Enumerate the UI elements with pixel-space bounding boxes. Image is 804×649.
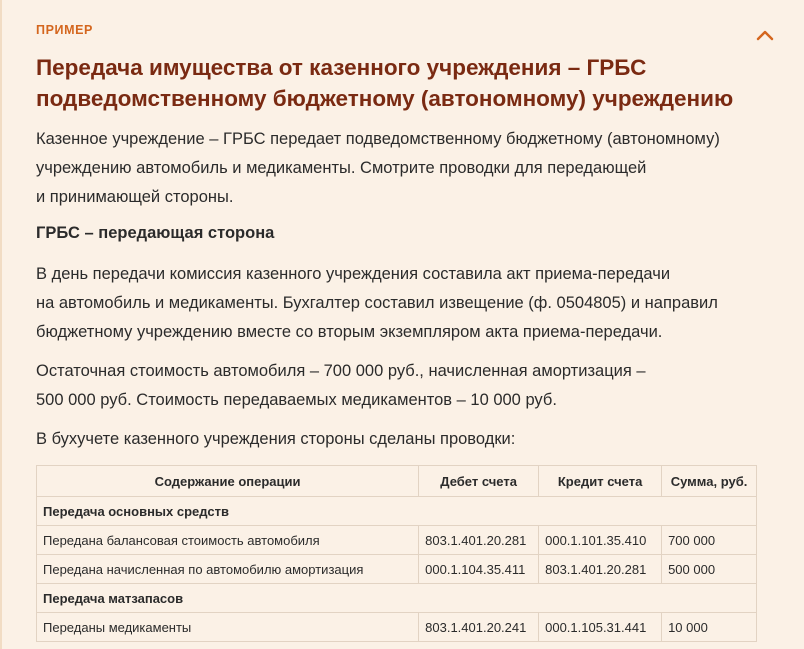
para1-line-3: бюджетному учреждению вместе со вторым экземпляром акта приема-передачи. (36, 323, 663, 341)
group-inventory: Передача матзапасов (37, 584, 757, 613)
cell-operation: Передана начисленная по автомобилю амортизация (37, 555, 419, 584)
example-title (36, 52, 776, 114)
entries-table (36, 465, 757, 642)
cell-credit: 000.1.105.31.441 (539, 613, 662, 642)
header-debit: Дебет счета (419, 466, 539, 497)
cell-amount: 500 000 (662, 555, 757, 584)
intro-line-2: учреждению автомобиль и медикаменты. Смотрите проводки для передающей (36, 159, 647, 177)
intro-line-1: Казенное учреждение – ГРБС передает подведомственному бюджетному (автономному) (36, 130, 720, 148)
para1-line-1: В день передачи комиссия казенного учреждения составила акт приема-передачи (36, 265, 671, 283)
cell-operation: Передана балансовая стоимость автомобиля (37, 526, 419, 555)
header-credit: Кредит счета (539, 466, 662, 497)
table-header-row (37, 466, 757, 497)
header-operation: Содержание операции (37, 466, 419, 497)
table-row (37, 526, 757, 555)
chevron-up-icon[interactable] (755, 28, 775, 42)
group-fixed-assets: Передача основных средств (37, 497, 757, 526)
para2-line-2: 500 000 руб. Стоимость передаваемых медикаментов – 10 000 руб. (36, 391, 557, 409)
title-line-1: Передача имущества от казенного учреждения – ГРБС (36, 55, 647, 80)
intro-paragraph (36, 125, 781, 212)
section-subheading: ГРБС – передающая сторона (36, 224, 275, 242)
cell-amount: 700 000 (662, 526, 757, 555)
cell-operation: Переданы медикаменты (37, 613, 419, 642)
cell-credit: 803.1.401.20.281 (539, 555, 662, 584)
para3-line: В бухучете казенного учреждения стороны сделаны проводки: (36, 430, 516, 448)
cell-amount: 10 000 (662, 613, 757, 642)
header-amount: Сумма, руб. (662, 466, 757, 497)
cell-debit: 803.1.401.20.241 (419, 613, 539, 642)
paragraph-3 (36, 425, 781, 454)
cell-credit: 000.1.101.35.410 (539, 526, 662, 555)
title-line-2: подведомственному бюджетному (автономному) учреждению (36, 86, 734, 111)
intro-line-3: и принимающей стороны. (36, 188, 234, 206)
para1-line-2: на автомобиль и медикаменты. Бухгалтер составил извещение (ф. 0504805) и направил (36, 294, 718, 312)
example-tag: ПРИМЕР (36, 23, 93, 37)
cell-debit: 000.1.104.35.411 (419, 555, 539, 584)
paragraph-1 (36, 260, 781, 347)
table-row (37, 555, 757, 584)
table-group-row (37, 497, 757, 526)
para2-line-1: Остаточная стоимость автомобиля – 700 000 руб., начисленная амортизация – (36, 362, 646, 380)
cell-debit: 803.1.401.20.281 (419, 526, 539, 555)
paragraph-2 (36, 357, 781, 415)
table-row (37, 613, 757, 642)
table-group-row (37, 584, 757, 613)
